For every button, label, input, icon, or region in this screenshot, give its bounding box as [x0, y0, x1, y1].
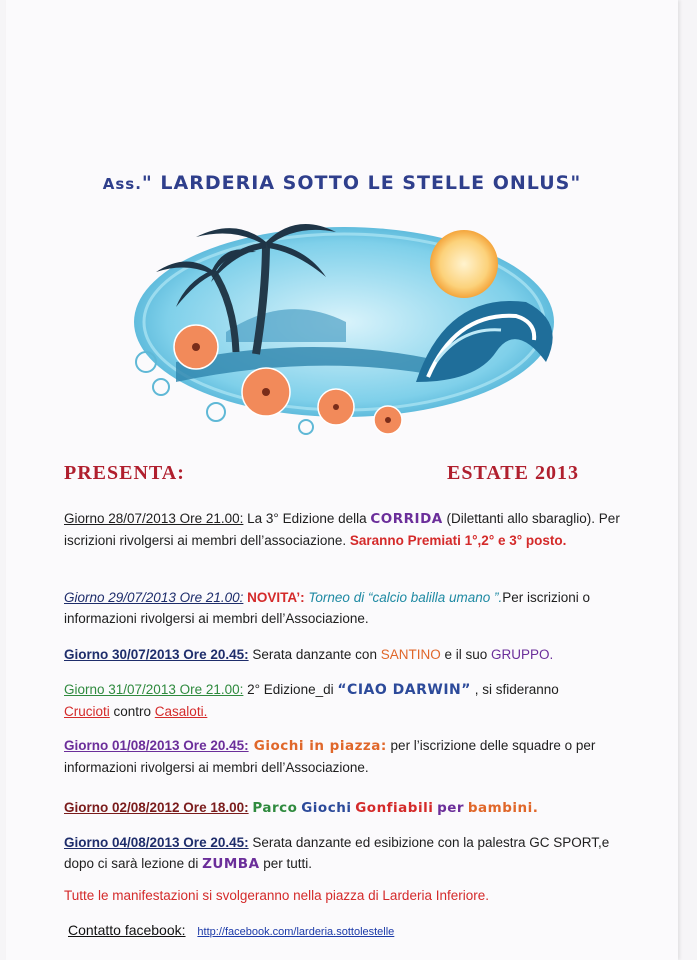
- contact-line: [68, 922, 394, 938]
- event-date: Giorno 30/07/2013 Ore 20.45:: [64, 647, 249, 662]
- association-title: [6, 172, 678, 194]
- giochi-word: Giochi: [301, 800, 352, 816]
- per-word: per: [437, 800, 465, 816]
- event-date: Giorno 28/07/2013 Ore 21.00:: [64, 511, 244, 526]
- gruppo-text: GRUPPO.: [491, 647, 554, 662]
- event-3007: [64, 644, 624, 665]
- event-date: Giorno 29/07/2013 Ore 21.00:: [64, 590, 244, 605]
- event-2807: [64, 508, 624, 551]
- event-text: per l’iscrizione delle squadre o per informazioni rivolgersi ai membri dell’Associazione.: [64, 738, 596, 775]
- event-2907: [64, 587, 624, 629]
- event-text: 2° Edizione_di: [243, 682, 338, 697]
- casaloti-text: Casaloti.: [154, 704, 208, 719]
- presenta-heading: PRESENTA:: [64, 462, 185, 484]
- torneo-text: Torneo di “calcio balilla umano ”.: [304, 590, 503, 605]
- event-text: La 3° Edizione della: [243, 511, 371, 526]
- location-note: Tutte le manifestazioni si svolgeranno nella piazza di Larderia Inferiore.: [64, 888, 489, 903]
- event-text: Serata danzante con: [248, 647, 381, 662]
- sun-shape: [430, 230, 498, 298]
- event-text: e il suo: [440, 647, 491, 662]
- ciao-darwin-text: “CIAO DARWIN”: [337, 682, 471, 698]
- event-0208: [64, 797, 624, 819]
- event-text: Per iscrizioni o informazioni rivolgersi ai membri dell’Associazione.: [64, 590, 591, 626]
- event-text: per tutti.: [259, 856, 313, 871]
- giochi-piazza-text: Giochi in piazza:: [248, 738, 387, 754]
- santino-text: SANTINO: [380, 647, 441, 662]
- event-0408: [64, 832, 624, 875]
- event-text: , si sfideranno: [470, 682, 559, 697]
- event-text: Serata danzante ed esibizione con la palestra GC SPORT,e dopo ci sarà lezione di: [64, 835, 610, 871]
- event-0108: [64, 735, 624, 778]
- event-date: Giorno 02/08/2012 Ore 18.00:: [64, 800, 249, 815]
- corrida-highlight: CORRIDA: [370, 511, 443, 527]
- title-prefix: Ass.: [102, 175, 142, 193]
- event-3107: [64, 679, 624, 722]
- event-date: Giorno 01/08/2013 Ore 20.45:: [64, 738, 249, 753]
- novita-label: NOVITA’:: [243, 590, 305, 605]
- event-text: (Dilettanti allo sbaraglio). Per iscrizioni rivolgersi ai membri dell’associazione.: [64, 511, 620, 548]
- gonfiabili-word: Gonfiabili: [355, 800, 434, 816]
- bambini-word: bambini.: [467, 800, 539, 816]
- facebook-link[interactable]: http://facebook.com/larderia.sottolestelle: [197, 926, 395, 938]
- prize-text: Saranno Premiati 1°,2° e 3° posto.: [349, 533, 567, 548]
- event-date: Giorno 04/08/2013 Ore 20.45:: [64, 835, 249, 850]
- season-heading: ESTATE 2013: [447, 462, 579, 484]
- contact-label: Contatto facebook:: [68, 922, 186, 938]
- beach-illustration: [116, 212, 564, 440]
- title-main: " LARDERIA SOTTO LE STELLE ONLUS": [141, 172, 582, 194]
- crucioti-text: Crucioti: [64, 704, 110, 719]
- event-date: Giorno 31/07/2013 Ore 21.00:: [64, 682, 244, 697]
- zumba-text: ZUMBA: [202, 856, 260, 872]
- event-text: contro: [109, 704, 155, 719]
- parco-word: Parco: [252, 800, 298, 816]
- flyer-page: [6, 0, 678, 960]
